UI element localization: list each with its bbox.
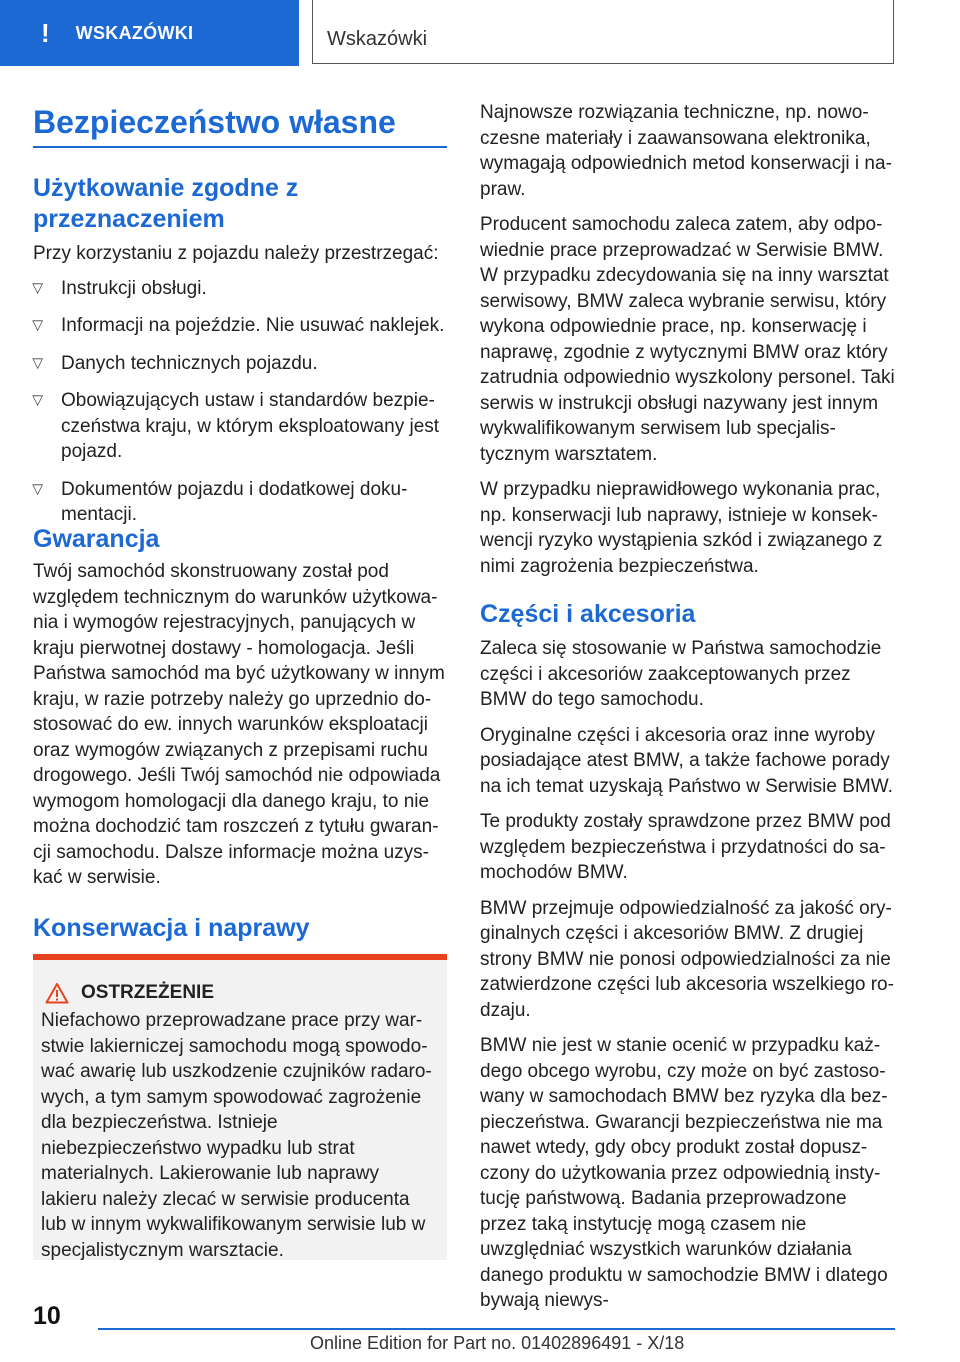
list-item: ▷ Dokumentów pojazdu i dodatkowej dokumentacji. bbox=[33, 477, 447, 528]
heading-intended-use: Użytkowanie zgodne z przeznaczeniem bbox=[33, 174, 299, 233]
warning-triangle-icon bbox=[45, 982, 69, 1004]
header-section-box bbox=[312, 0, 894, 64]
paragraph: W przypadku nieprawidłowego wykonania prac, np. konserwacji lub naprawy, istnieje w konsekwencji ryzyko wystąpienia szkód i związanego z nimi zagrożenia bezpieczeństwa. bbox=[480, 479, 883, 577]
header-tab bbox=[0, 0, 299, 66]
list-item: ▷ Informacji na pojeździe. Nie usuwać naklejek. bbox=[33, 313, 447, 339]
warning-text: Niefachowo przeprowadzane prace przy warstwie lakierniczej samochodu mogą spowodować awarię lub uszkodzenie czujników radarowych, a tym samym spowodować zagrożenie dla bezpieczeństwa. Istnieje niebezpieczeństwo wypadku lub strat materialnych. Lakierowanie lub naprawy lakieru należy zlecać w serwisie producenta lub w innym wykwalifikowanym serwisie lub w specjalistycznym warsztacie. bbox=[41, 1010, 432, 1261]
header-tab-label: WSKAZÓWKI bbox=[75, 22, 194, 43]
intended-use-intro: Przy korzystaniu z pojazdu należy przestrzegać: bbox=[33, 243, 439, 264]
warning-box bbox=[33, 954, 447, 1260]
intended-use-list bbox=[33, 276, 447, 528]
list-item: ▷ Danych technicznych pojazdu. bbox=[33, 351, 447, 377]
paragraph: Oryginalne części i akcesoria oraz inne wyroby posiadające atest BMW, a także fachowe porady na ich temat uzyskają Państwo w Serwisie BMW. bbox=[480, 724, 893, 797]
warranty-text: Twój samochód skonstruowany został pod względem technicznym do warunków użytkowania i wymogów rejestracyjnych, panujących w kraju pierwotnej dostawy - homologacja. Jeśli Państwa samochód ma być użytkowany w innym kraju, w razie potrzeby należy go uprzednio dostosować do ew. innych warunków eksploatacji oraz wymogów związanych z przepisami ruchu drogowego. Jeśli Twój samochód nie odpowiada wymogom homologacji dla danego kraju, to nie można dochodzić tam roszczeń z tytułu gwarancji samochodu. Dalsze informacje można uzyskać w serwisie. bbox=[33, 561, 445, 888]
heading-warranty: Gwarancja bbox=[33, 525, 160, 553]
maintenance-section bbox=[33, 913, 447, 944]
paragraph: Producent samochodu zaleca zatem, aby odpowiednie prace przeprowadzać w Serwisie BMW. W przypadku zdecydowania się na inny warsztat serwisowy, BMW zaleca wybranie serwisu, który wykona odpowiednie prace, np. konserwację i naprawę, zgodnie z wytycznymi BMW oraz który zatrudnia odpowiednio wyszkolony personel. Taki serwis w instrukcji obsługi nazywany jest innym wykwalifikowanym serwisem lub specjalistycznym warsztatem. bbox=[480, 214, 895, 465]
heading-parts-accessories: Części i akcesoria bbox=[480, 600, 696, 628]
title-divider bbox=[33, 146, 447, 148]
header-section-title: Wskazówki bbox=[327, 28, 428, 50]
footer-edition: Online Edition for Part no. 01402896491 - X/18 bbox=[310, 1333, 685, 1353]
list-item: ▷ Instrukcji obsługi. bbox=[33, 276, 447, 302]
paragraph: BMW nie jest w stanie ocenić w przypadku każdego obcego wyrobu, czy może on być zastosowany w samochodach BMW bez ryzyka dla bezpieczeństwa. Gwarancji bezpieczeństwa nie ma nawet wtedy, gdy obcy produkt został dopuszczony do użytkowania przez odpowiednią instytucję państwową. Badania przeprowadzone przez taką instytucję mogą czasem nie uwzględniać wszystkich warunków działania danego produktu w samochodzie BMW i dlatego bywają niewys- bbox=[480, 1035, 888, 1311]
list-item: ▷ Obowiązujących ustaw i standardów bezpieczeństwa kraju, w którym eksploatowany jest pojazd. bbox=[33, 388, 447, 465]
page-number: 10 bbox=[33, 1302, 61, 1330]
paragraph: Zaleca się stosowanie w Państwa samochodzie części i akcesoriów zaakceptowanych przez BMW do tego samochodu. bbox=[480, 638, 882, 710]
paragraph: BMW przejmuje odpowiedzialność za jakość oryginalnych części i akcesoriów BMW. Z drugiej strony BMW nie ponosi odpowiedzialności za nie zatwierdzone części lub akcesoria wszelkiego rodzaju. bbox=[480, 897, 894, 1021]
warning-title-row bbox=[41, 982, 439, 1004]
warranty-section bbox=[33, 524, 447, 891]
left-column bbox=[33, 173, 447, 528]
exclamation-icon: ! bbox=[41, 17, 50, 48]
paragraph: Te produkty zostały sprawdzone przez BMW pod względem bezpieczeństwa i przydatności do samochodów BMW. bbox=[480, 811, 891, 883]
page-title: Bezpieczeństwo własne bbox=[33, 104, 396, 140]
right-column bbox=[480, 100, 898, 1314]
heading-maintenance: Konserwacja i naprawy bbox=[33, 914, 310, 942]
warning-title: OSTRZEŻENIE bbox=[81, 982, 215, 1003]
footer-divider bbox=[98, 1328, 895, 1330]
paragraph: Najnowsze rozwiązania techniczne, np. nowoczesne materiały i zaawansowana elektronika, wymagają odpowiednich metod konserwacji i napraw. bbox=[480, 102, 892, 200]
